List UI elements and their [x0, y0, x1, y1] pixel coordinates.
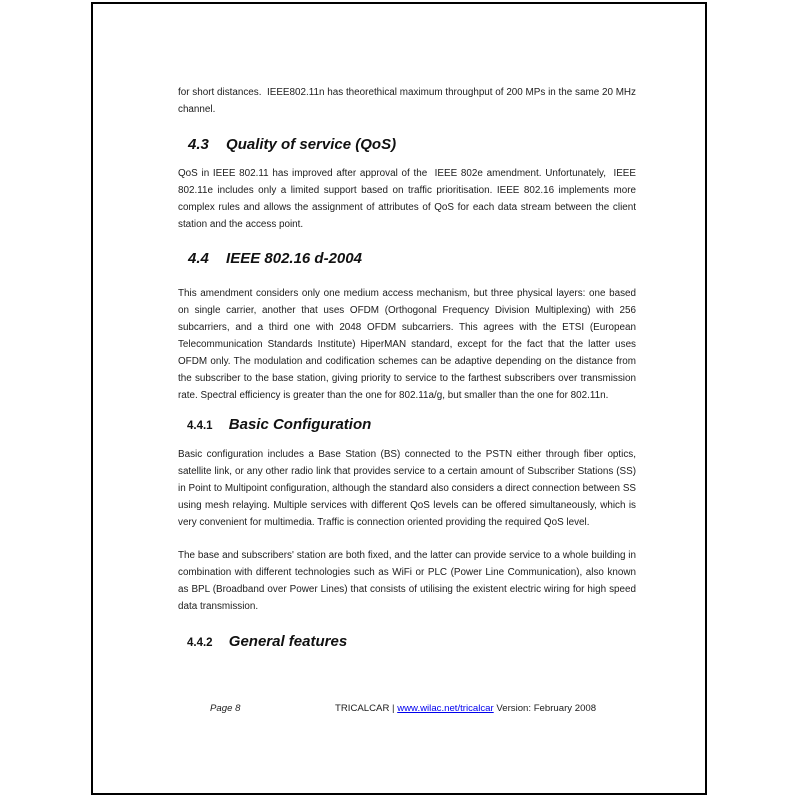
- footer-link[interactable]: www.wilac.net/tricalcar: [397, 703, 494, 714]
- section-title: Basic Configuration: [228, 416, 372, 433]
- section-number: 4.3: [188, 136, 209, 153]
- section-4-4-paragraph: This amendment considers only one medium access mechanism, but three physical layers: one based on single carrier, another that uses OFDM (Orthogonal Frequency Division Multiplexing) with 256 subcarriers, and a third one with 2048 OFDM subcarriers. This agrees with the ETSI (European Telecommunication Standards Institute) HiperMAN standard, except for the fact that the latter uses OFDM only. The modulation and codification schemes can be adaptive depending on the distance from the subscriber to the base station, giving priority to service to the farthest subscribers over transmission rate. Spectral efficiency is greater than the one for 802.11a/g, but smaller than the one for 802.11n.: [178, 288, 639, 401]
- section-4-4-1-paragraph-1: Basic configuration includes a Base Station (BS) connected to the PSTN either through fiber optics, satellite link, or any other radio link that provides service to a certain amount of Subscriber Stations (SS) in Point to Multipoint configuration, although the standard also considers a direct connection between SS using mesh relaying. Multiple services with different QoS levels can be offered simultaneously, which is very convenient for multimedia. Traffic is connection oriented providing the required QoS level.: [178, 449, 639, 528]
- footer-version-text: Version: February 2008: [493, 703, 597, 714]
- section-number: 4.4.1: [187, 420, 213, 432]
- section-title: IEEE 802.16 d-2004: [226, 250, 362, 267]
- intro-paragraph: for short distances. IEEE802.11n has theorethical maximum throughput of 200 MPs in the same 20 MHz channel.: [178, 87, 639, 115]
- section-4-4-1-paragraph-2: The base and subscribers' station are both fixed, and the latter can provide service to a whole building in combination with different technologies such as WiFi or PLC (Power Line Communication), also known as BPL (Broadband over Power Lines) that consists of utilising the existent electric wiring for high speed data transmission.: [178, 550, 639, 612]
- footer-page-number: Page 8: [210, 703, 241, 714]
- section-4-3-paragraph: QoS in IEEE 802.11 has improved after approval of the IEEE 802e amendment. Unfortunately, IEEE 802.11e includes only a limited support based on traffic prioritisation. IEEE 802.16 implements more complex rules and allows the assignment of attributes of QoS for each data stream between the client station and the access point.: [178, 168, 639, 230]
- section-title: Quality of service (QoS): [226, 136, 397, 153]
- section-number: 4.4: [188, 250, 209, 267]
- footer-org-text: TRICALCAR |: [335, 703, 398, 714]
- page-content: [178, 4, 639, 793]
- section-heading-4-4-2: [187, 630, 636, 653]
- section-title: General features: [228, 633, 348, 650]
- document-page: [91, 2, 707, 795]
- section-heading-4-4: [188, 249, 636, 269]
- section-number: 4.4.2: [187, 637, 213, 649]
- footer-center-text: [335, 702, 596, 716]
- section-heading-4-4-1: [187, 413, 636, 436]
- section-heading-4-3: [188, 135, 636, 155]
